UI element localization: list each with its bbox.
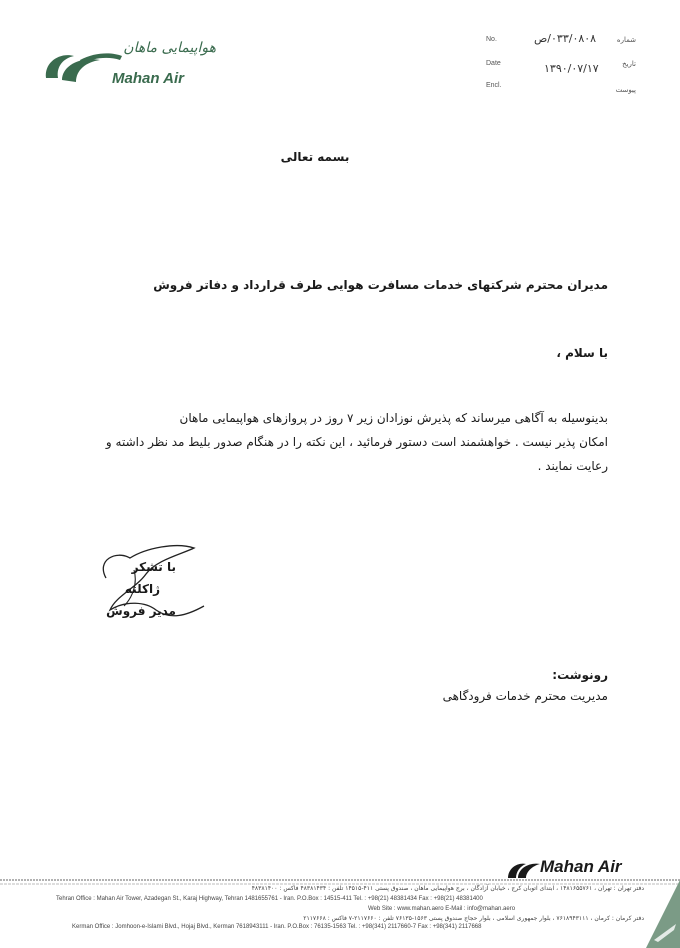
meta-number-row <box>486 34 636 52</box>
body-line: بدینوسیله به آگاهی میرساند که پذیرش نوزادان زیر ۷ روز در پروازهای هواپیمایی ماهان <box>179 411 608 425</box>
closing-block <box>80 556 176 622</box>
meta-number-label-fa: شماره <box>616 36 636 44</box>
footer-kerman-en: Kerman Office : Jomhoon-e-Islami Blvd., Hojaj Blvd., Kerman 7618943111 - Iran. P.O.Box : 76135-1563 Tel. : +98(341) 2117660-7 Fax : +98(341) 2117668 <box>72 924 482 930</box>
meta-date-label-en: Date <box>486 60 501 67</box>
cc-line: مدیریت محترم خدمات فرودگاهی <box>442 689 608 703</box>
meta-enclosure-label-en: Encl. <box>486 82 502 89</box>
meta-date-value: ۱۳۹۰/۰۷/۱۷ <box>544 62 599 75</box>
addressee: مدیران محترم شرکتهای خدمات مسافرت هوایی طرف قرارداد و دفاتر فروش <box>153 278 608 292</box>
invocation: بسمه تعالی <box>280 150 350 164</box>
cc-label: رونوشت: <box>552 668 608 682</box>
logo-english-text: Mahan Air <box>112 70 184 87</box>
meta-enclosure-label-fa: پیوست <box>615 86 636 94</box>
body-line: امکان پذیر نیست . خواهشمند است دستور فرمائید ، این نکته را در هنگام صدور بلیط مد نظر داشته و <box>105 435 608 449</box>
footer-tehran-en: Tehran Office : Mahan Air Tower, Azadegan St., Karaj Highway, Tehran 1481655761 - Iran. P.O.Box : 14515-411 Tel. : +98(21) 48381434 Fax : +98(21) 48381400 <box>56 896 483 902</box>
closing-title: مدیر فروش <box>106 604 176 618</box>
body-line: رعایت نمایند . <box>537 459 608 473</box>
greeting: با سلام ، <box>556 346 608 360</box>
meta-date-label-fa: تاریخ <box>622 60 636 68</box>
footer-kerman-fa: دفتر کرمان : کرمان ، ۷۶۱۸۹۴۳۱۱۱ ، بلوار جمهوری اسلامی ، بلوار حجاج صندوق پستی ۱۵۶۳-۷۶۱۳۵ تلفن : ۲۱۱۷۶۶۰-۷ فاکس : ۲۱۱۷۶۶۸ <box>303 915 644 922</box>
closing-signer: ژاکلته <box>124 582 160 596</box>
footer-logo-text: Mahan Air <box>540 857 622 876</box>
meta-number-value: ۰۳۳/۰۸۰۸/ص <box>534 32 597 45</box>
footer-corner-graphic <box>646 880 680 948</box>
closing-thanks: با تشکر <box>131 560 176 574</box>
footer-web: Web Site : www.mahan.aero E-Mail : info@mahan.aero <box>368 906 516 912</box>
meta-number-label-en: No. <box>486 36 497 43</box>
letter-body <box>50 406 608 478</box>
meta-date-row <box>486 58 636 76</box>
logo-persian-text: هواپیمایی ماهان <box>123 40 216 56</box>
footer-tehran-fa: دفتر تهران : تهران ، ۱۴۸۱۶۵۵۷۶۱ ، ابتدای اتوبان کرج ، خیابان آزادگان ، برج هواپیمایی ماهان ، صندوق پستی ۴۱۱-۱۴۵۱۵ تلفن : ۴۸۳۸۱۴۳۴ فاکس : ۴۸۳۸۱۴۰۰ <box>251 885 644 892</box>
meta-enclosure-row <box>486 80 636 98</box>
